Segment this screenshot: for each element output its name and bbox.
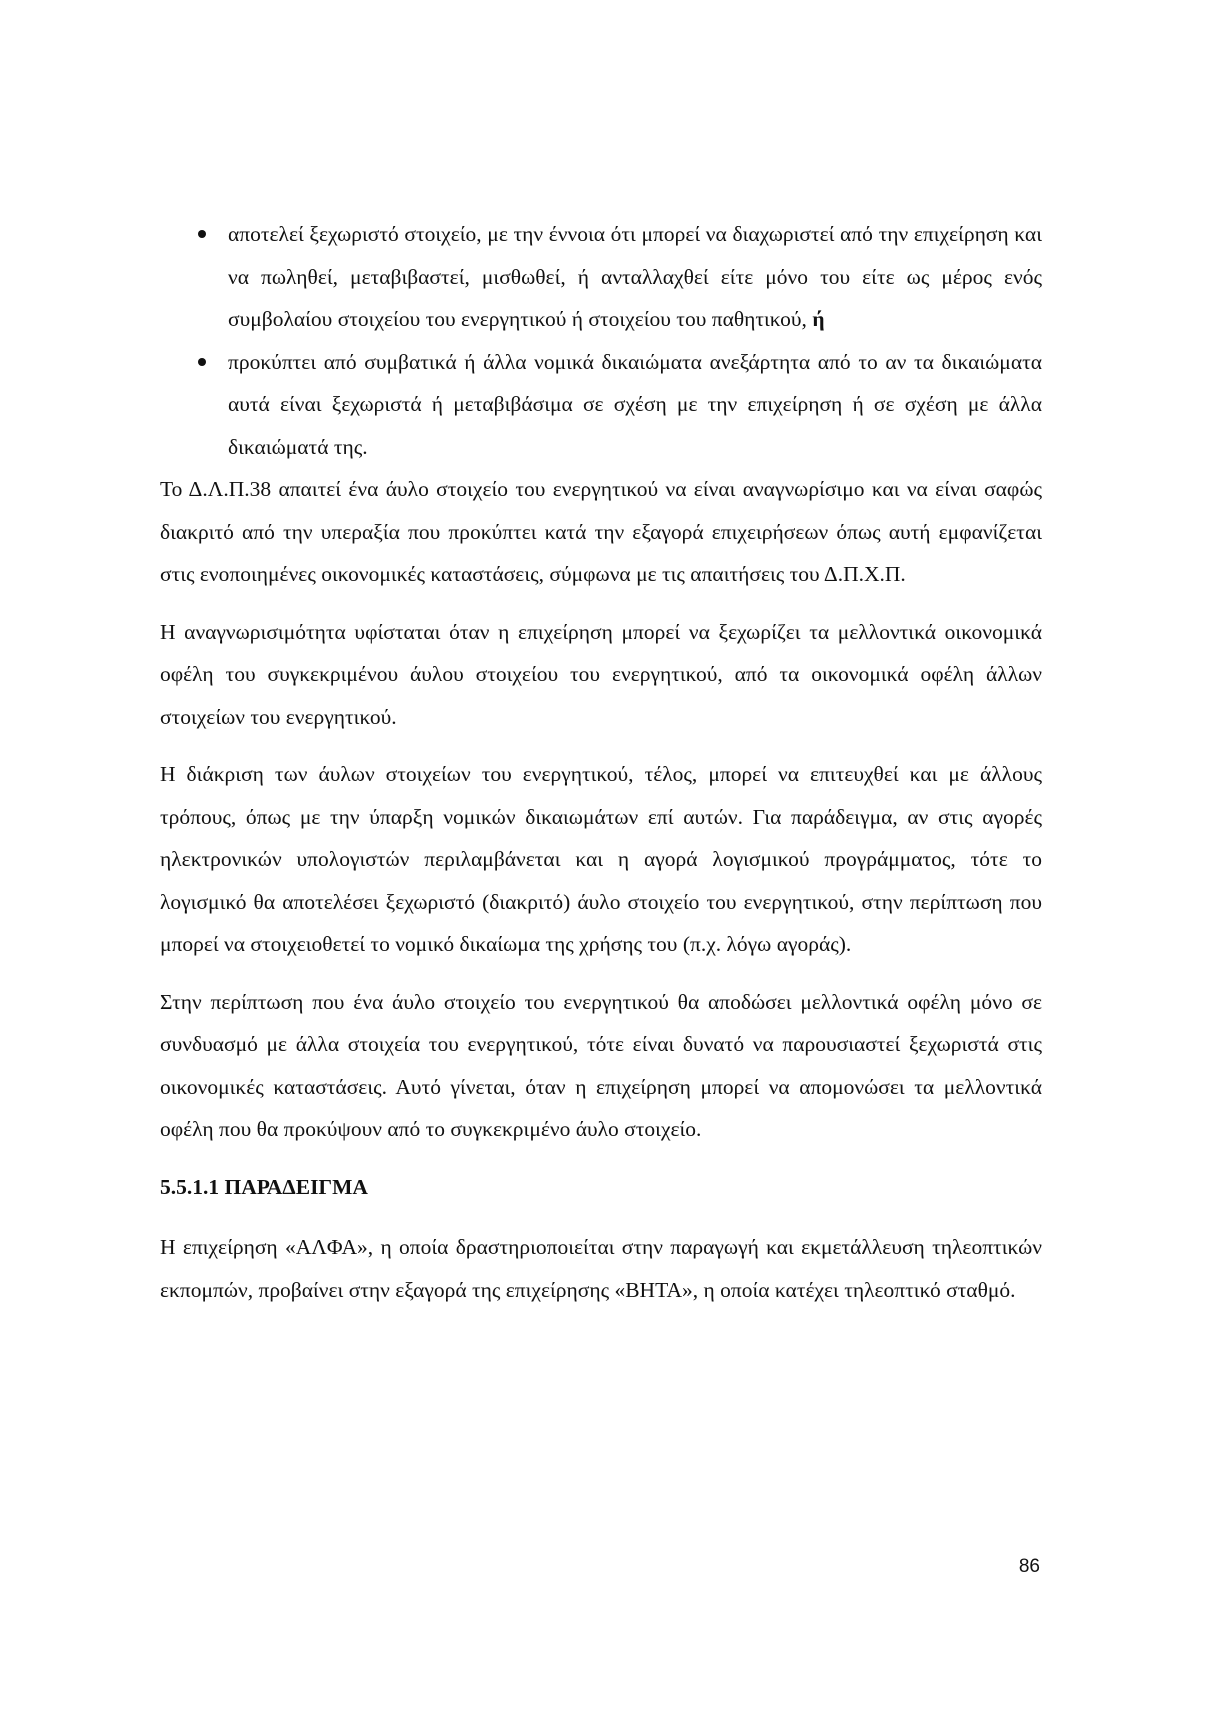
bullet-text: προκύπτει από συμβατικά ή άλλα νομικά δικαιώματα ανεξάρτητα από το αν τα δικαιώματα αυτά είναι ξεχωριστά ή μεταβιβάσιμα σε σχέση με την επιχείρηση ή σε σχέση με άλλα δικαιώματά της.	[228, 349, 1042, 459]
body-paragraph: Στην περίπτωση που ένα άυλο στοιχείο του ενεργητικού θα αποδώσει μελλοντικά οφέλη μόνο σε συνδυασμό με άλλα στοιχεία του ενεργητικού, τότε είναι δυνατό να παρουσιαστεί ξεχωριστά στις οικονομικές καταστάσεις. Αυτό γίνεται, όταν η επιχείρηση μπορεί να απομονώσει τα μελλοντικά οφέλη που θα προκύψουν από το συγκεκριμένο άυλο στοιχείο.	[160, 989, 1042, 1141]
bullet-item	[160, 341, 1042, 469]
page-content	[160, 213, 1042, 1326]
body-paragraph: Το Δ.Λ.Π.38 απαιτεί ένα άυλο στοιχείο του ενεργητικού να είναι αναγνωρίσιμο και να είναι σαφώς διακριτό από την υπεραξία που προκύπτει κατά την εξαγορά επιχειρήσεων όπως αυτή εμφανίζεται στις ενοποιημένες οικονομικές καταστάσεις, σύμφωνα με τις απαιτήσεις του Δ.Π.Χ.Π.	[160, 477, 1042, 586]
bullet-icon	[198, 358, 206, 366]
bullet-connector: ή	[812, 307, 825, 331]
criteria-bullet-list	[160, 213, 1042, 468]
body-paragraph: Η αναγνωρισιμότητα υφίσταται όταν η επιχείρηση μπορεί να ξεχωρίζει τα μελλοντικά οικονομικά οφέλη του συγκεκριμένου άυλου στοιχείου του ενεργητικού, από τα οικονομικά οφέλη άλλων στοιχείων του ενεργητικού.	[160, 619, 1042, 729]
body-paragraph: Η διάκριση των άυλων στοιχείων του ενεργητικού, τέλος, μπορεί να επιτευχθεί και με άλλους τρόπους, όπως με την ύπαρξη νομικών δικαιωμάτων επί αυτών. Για παράδειγμα, αν στις αγορές ηλεκτρονικών υπολογιστών περιλαμβάνεται και η αγορά λογισμικού προγράμματος, τότε το λογισμικό θα αποτελέσει ξεχωριστό (διακριτό) άυλο στοιχείο του ενεργητικού, στην περίπτωση που μπορεί να στοιχειοθετεί το νομικό δικαίωμα της χρήσης του (π.χ. λόγω αγοράς).	[160, 762, 1042, 956]
bullet-item	[160, 213, 1042, 341]
bullet-text: αποτελεί ξεχωριστό στοιχείο, με την έννοια ότι μπορεί να διαχωριστεί από την επιχείρηση και να πωληθεί, μεταβιβαστεί, μισθωθεί, ή ανταλλαχθεί είτε μόνο του είτε ως μέρος ενός συμβολαίου στοιχείου του ενεργητικού ή στοιχείου του παθητικού,	[228, 222, 1042, 331]
bullet-icon	[198, 230, 206, 238]
example-paragraph: Η επιχείρηση «ΑΛΦΑ», η οποία δραστηριοποιείται στην παραγωγή και εκμετάλλευση τηλεοπτικών εκπομπών, προβαίνει στην εξαγορά της επιχείρησης «ΒΗΤΑ», η οποία κατέχει τηλεοπτικό σταθμό.	[160, 1235, 1042, 1302]
page-number: 86	[1018, 1556, 1040, 1577]
section-heading: 5.5.1.1 ΠΑΡΑΔΕΙΓΜΑ	[160, 1174, 368, 1199]
